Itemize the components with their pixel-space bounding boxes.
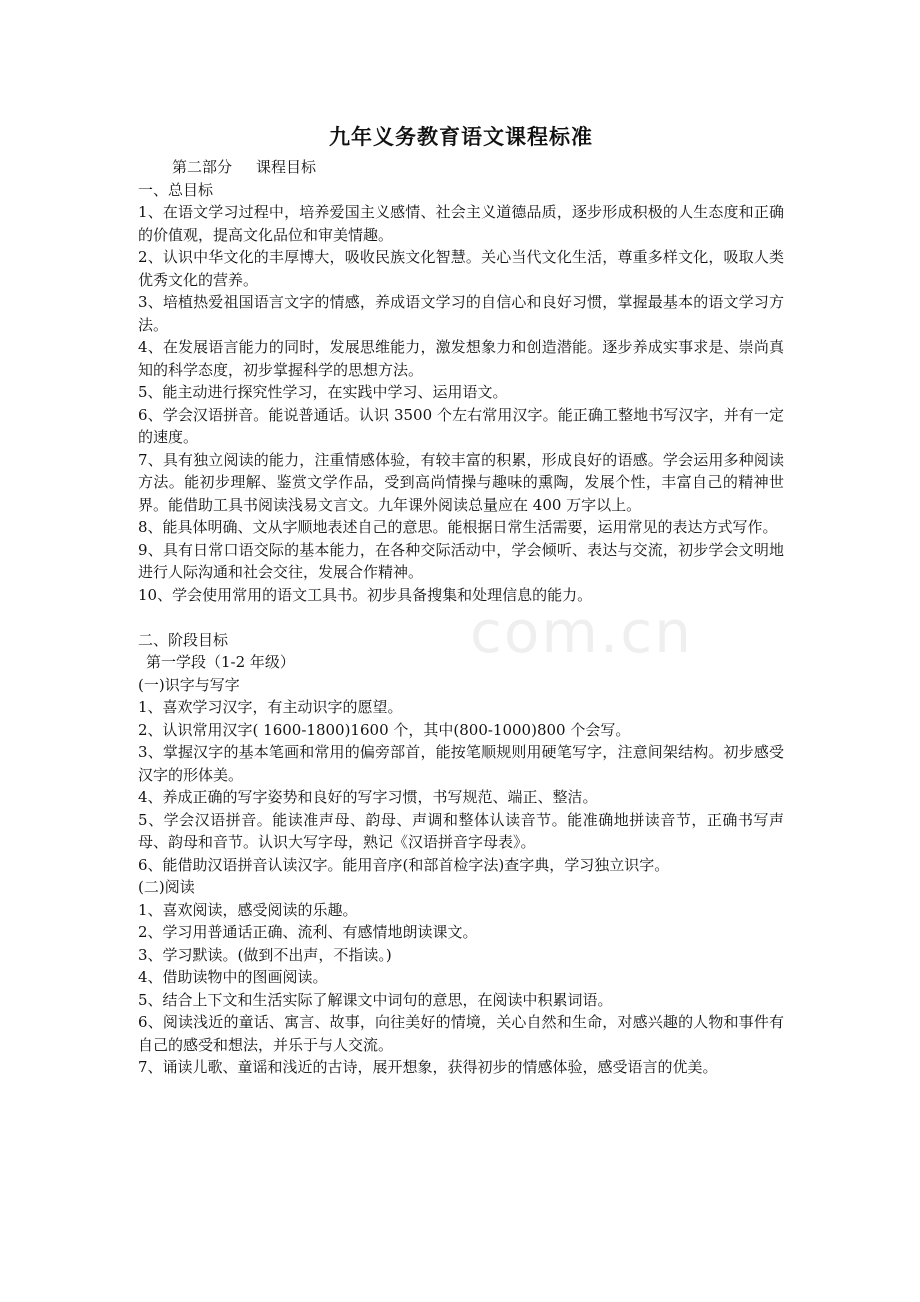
list-item: 4、养成正确的写字姿势和良好的写字习惯，书写规范、端正、整洁。 xyxy=(138,788,598,806)
subsection-heading-literacy: (一)识字与写字 xyxy=(138,675,240,694)
list-item: 2、认识常用汉字( 1600-1800)1600 个，其中(800-1000)800 个会写。 xyxy=(138,720,631,739)
reading-list xyxy=(138,899,784,1079)
list-item: 4、在发展语言能力的同时，发展思维能力，激发想象力和创造潜能。逐步养成实事求是、崇尚真知的科学态度，初步掌握科学的思想方法。 xyxy=(138,338,784,379)
document-page xyxy=(138,122,784,1079)
list-item: 10、学会使用常用的语文工具书。初步具备搜集和处理信息的能力。 xyxy=(138,585,593,604)
list-item: 6、阅读浅近的童话、寓言、故事，向往美好的情境，关心自然和生命，对感兴趣的人物和事件有自己的感受和想法，并乐于与人交流。 xyxy=(138,1013,784,1054)
list-item: 3、掌握汉字的基本笔画和常用的偏旁部首，能按笔顺规则用硬笔写字，注意间架结构。初步感受汉字的形体美。 xyxy=(138,743,784,784)
list-item: 5、能主动进行探究性学习，在实践中学习、运用语文。 xyxy=(138,383,508,401)
list-item: 5、结合上下文和生活实际了解课文中词句的意思，在阅读中积累词语。 xyxy=(138,990,613,1009)
list-item: 3、学习默读。(做到不出声，不指读。) xyxy=(138,945,392,964)
part-label: 第二部分 xyxy=(172,158,233,176)
list-item: 4、借助读物中的图画阅读。 xyxy=(138,968,328,986)
list-item: 2、认识中华文化的丰厚博大，吸收民族文化智慧。关心当代文化生活，尊重多样文化，吸取人类优秀文化的营养。 xyxy=(138,248,784,289)
list-item: 6、学会汉语拼音。能说普通话。认识 3500 个左右常用汉字。能正确工整地书写汉字，并有一定的速度。 xyxy=(138,405,784,446)
section-heading-stage-goals: 二、阶段目标 xyxy=(138,630,229,649)
part-name: 课程目标 xyxy=(256,158,317,176)
list-item: 1、在语文学习过程中，培养爱国主义感情、社会主义道德品质，逐步形成积极的人生态度和正确的价值观，提高文化品位和审美情趣。 xyxy=(138,203,784,244)
stage-heading: 第一学段（1-2 年级） xyxy=(146,653,295,671)
section-heading-overall-goals: 一、总目标 xyxy=(138,180,214,199)
list-item: 8、能具体明确、文从字顺地表述自己的意思。能根据日常生活需要，运用常见的表达方式写作。 xyxy=(138,518,778,536)
list-item: 6、能借助汉语拼音认读汉字。能用音序(和部首检字法)查字典，学习独立识字。 xyxy=(138,855,670,874)
list-item: 1、喜欢阅读，感受阅读的乐趣。 xyxy=(138,900,358,919)
list-item: 7、诵读儿歌、童谣和浅近的古诗，展开想象，获得初步的情感体验，感受语言的优美。 xyxy=(138,1058,718,1076)
subsection-heading-reading: (二)阅读 xyxy=(138,878,195,896)
spacer xyxy=(138,606,784,629)
literacy-list xyxy=(138,696,784,876)
overall-goals-list xyxy=(138,201,784,606)
list-item: 1、喜欢学习汉字，有主动识字的愿望。 xyxy=(138,698,403,716)
list-item: 3、培植热爱祖国语言文字的情感，养成语文学习的自信心和良好习惯，掌握最基本的语文学习方法。 xyxy=(138,293,784,334)
list-item: 2、学习用普通话正确、流利、有感情地朗读课文。 xyxy=(138,923,478,941)
document-title: 九年义务教育语文课程标准 xyxy=(329,124,593,149)
list-item: 9、具有日常口语交际的基本能力，在各种交际活动中，学会倾听、表达与交流，初步学会文明地进行人际沟通和社会交往，发展合作精神。 xyxy=(138,540,784,581)
list-item: 5、学会汉语拼音。能读准声母、韵母、声调和整体认读音节。能准确地拼读音节，正确书写声母、韵母和音节。认识大写字母，熟记《汉语拼音字母表》。 xyxy=(138,810,784,851)
part-heading xyxy=(138,156,784,179)
watermark: com.cn xyxy=(470,598,693,666)
list-item: 7、具有独立阅读的能力，注重情感体验，有较丰富的积累，形成良好的语感。学会运用多种阅读方法。能初步理解、鉴赏文学作品，受到高尚情操与趣味的熏陶，发展个性，丰富自己的精神世界。能借助工具书阅读浅易文言文。九年课外阅读总量应在 400 万字以上。 xyxy=(138,450,784,514)
